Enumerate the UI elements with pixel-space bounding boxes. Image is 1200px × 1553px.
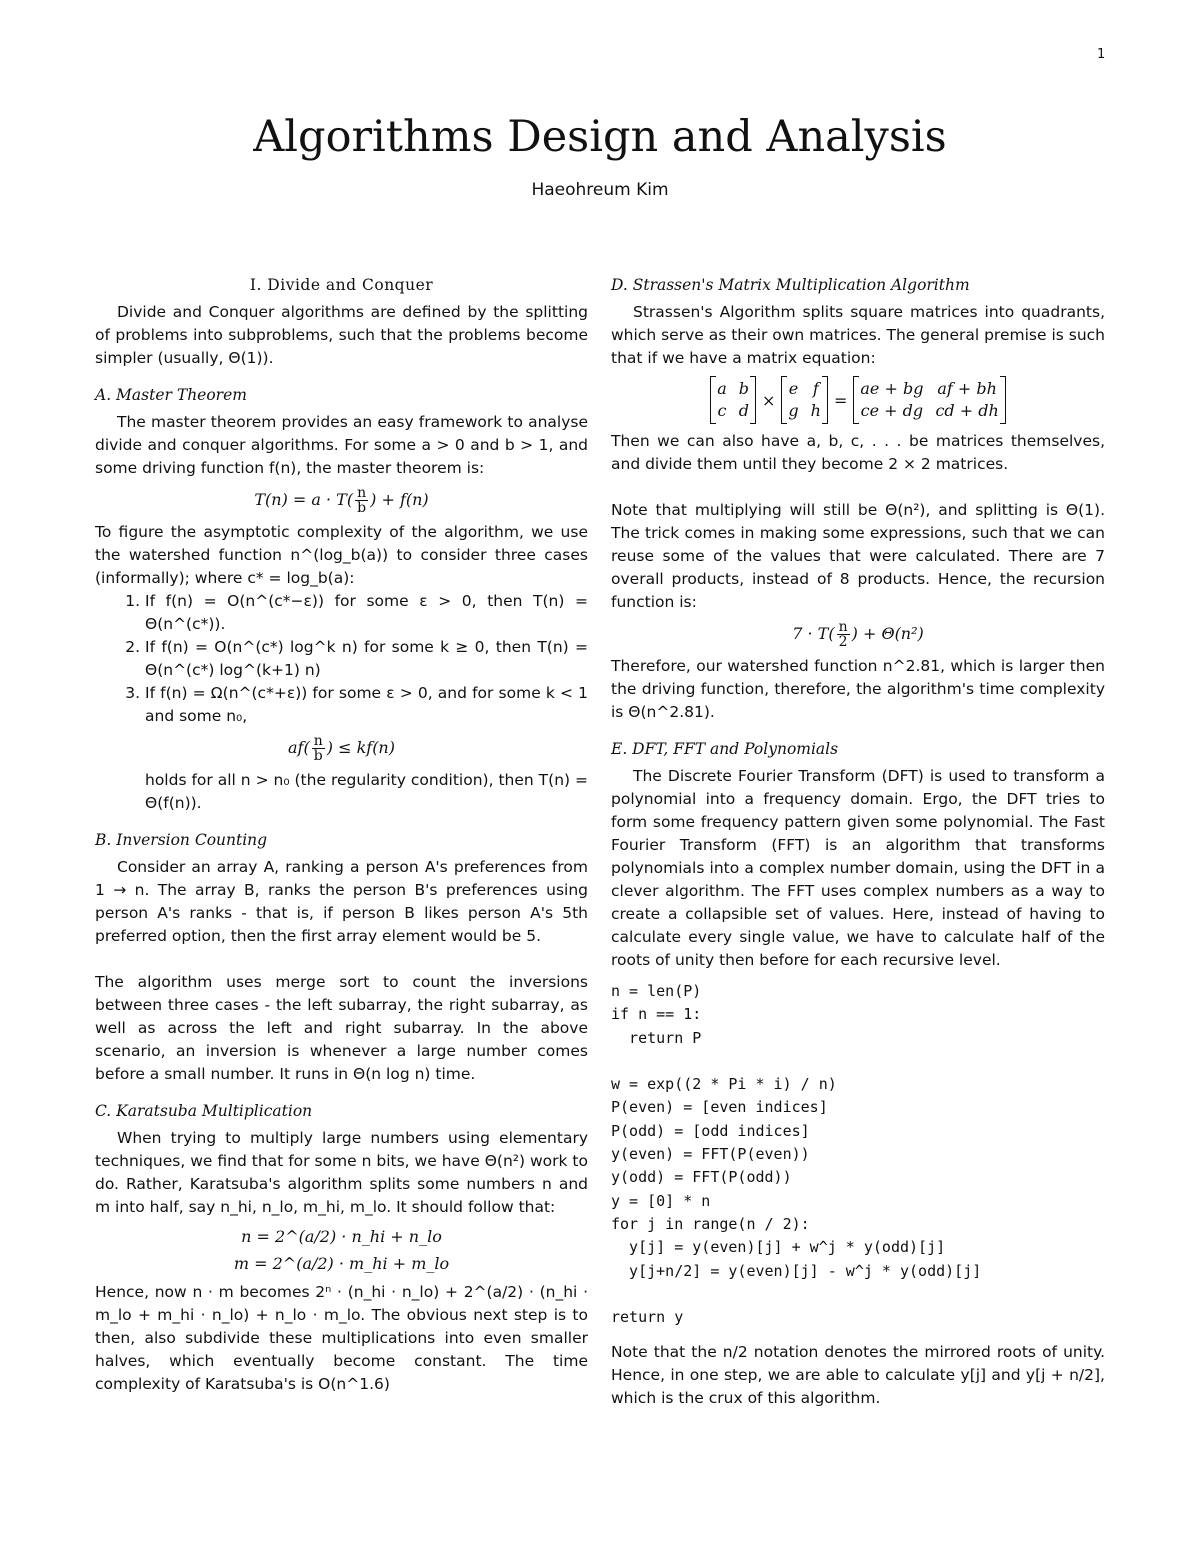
case-2: 2. If f(n) = O(n^(c*) log^k n) for some k ≥ 0, then T(n) = Θ(n^(c*) log^(k+1) n) — [145, 636, 588, 682]
karatsuba-paragraph-2: Hence, now n · m becomes 2ⁿ · (n_hi · n_lo) + 2^(a/2) · (n_hi · m_lo + m_hi · n_lo) + n_lo · m_lo. The obvious next step is to then, also subdivide these multiplications into even smaller halves, which eventually become constant. The time complexity of Karatsuba's is O(n^1.6) — [95, 1283, 588, 1393]
matrix-equation: a b c d × e f g h = ae + bg af + bh ce + dg cd + dh — [611, 376, 1105, 424]
master-theorem-paragraph: The master theorem provides an easy framework to analyse divide and conquer algorithms. For some a > 0 and b > 1, and some driving function f(n), the master theorem is: — [95, 413, 588, 477]
subsection-heading-master-theorem: A. Master Theorem — [95, 386, 247, 404]
matrix-efgh: e f g h — [781, 376, 828, 424]
karatsuba-paragraph-1: When trying to multiply large numbers using elementary techniques, we find that for some n bits, we have Θ(n²) work to do. Rather, Karatsuba's algorithm splits some numbers n and m into half, say n_hi, n_lo, m_hi, m_lo. It should follow that: — [95, 1129, 588, 1216]
strassen-paragraph-1: Strassen's Algorithm splits square matrices into quadrants, which serve as their own matrices. The general premise is such that if we have a matrix equation: — [611, 303, 1105, 367]
subsection-heading-karatsuba: C. Karatsuba Multiplication — [95, 1102, 313, 1120]
inversion-paragraph-2: The algorithm uses merge sort to count the inversions between three cases - the left subarray, the right subarray, as well as across the left and right subarray. In the above scenario, an inversion is whenever a large number comes before a small number. It runs in Θ(n log n) time. — [95, 973, 588, 1083]
watershed-paragraph: To figure the asymptotic complexity of the algorithm, we use the watershed function n^(log_b(a)) to consider three cases (informally); where c* = log_b(a): — [95, 523, 588, 587]
paper-title: Algorithms Design and Analysis — [253, 112, 947, 162]
strassen-recursion-equation: 7 · T( $\frac{n}{2}$ ) + Θ(n²) — [792, 619, 924, 650]
matrix-abcd: a b c d — [710, 376, 756, 424]
fft-closing-paragraph: Note that the n/2 notation denotes the mirrored roots of unity. Hence, in one step, we are able to calculate y[j] and y[j + n/2], which is the crux of this algorithm. — [611, 1343, 1105, 1408]
intro-paragraph: Divide and Conquer algorithms are defined by the splitting of problems into subproblems, such that the problems become simpler (usually, Θ(1)). — [95, 303, 588, 367]
subsection-heading-dft-fft: E. DFT, FFT and Polynomials — [611, 740, 839, 758]
page-number: 1 — [1097, 47, 1106, 62]
karatsuba-equation-n: n = 2^(a/2) · n_hi + n_lo — [241, 1227, 442, 1246]
karatsuba-equation-m: m = 2^(a/2) · m_hi + m_lo — [233, 1254, 450, 1273]
fft-pseudocode: n = len(P) if n == 1: return P w = exp((2 * Pi * i) / n) P(even) = [even indices] P(odd) = [odd indices] y(even) = FFT(P(even)) y(odd) = FFT(P(odd)) y = [0] * n for j in range(n / 2): y[j] = y(even)[j] + w^j * y(odd)[j] y[j+n/2] = y(even)[j] - w^j * y(odd)[j] return y — [611, 982, 982, 1327]
subsection-heading-strassen: D. Strassen's Matrix Multiplication Algorithm — [611, 276, 970, 294]
inversion-paragraph-1: Consider an array A, ranking a person A's preferences from 1 → n. The array B, ranks the person B's preferences using person A's ranks - that is, if person B likes person A's 5th preferred option, then the first array element would be 5. — [95, 858, 588, 945]
regularity-condition: holds for all n > n₀ (the regularity condition), then T(n) = Θ(f(n)). — [145, 771, 588, 812]
left-column — [95, 270, 588, 1396]
strassen-paragraph-3: Note that multiplying will still be Θ(n²), and splitting is Θ(1). The trick comes in making some expressions, such that we can reuse some of the values that were calculated. There are 7 overall products, instead of 8 products. Hence, the recursion function is: — [611, 501, 1105, 611]
subsection-heading-inversion-counting: B. Inversion Counting — [95, 831, 268, 849]
case-1: 1. If f(n) = O(n^(c*−ε)) for some ε > 0, then T(n) = Θ(n^(c*)). — [145, 590, 588, 636]
author-name: Haeohreum Kim — [531, 180, 669, 200]
section-heading-divide-conquer: I. Divide and Conquer — [249, 276, 434, 294]
dft-paragraph: The Discrete Fourier Transform (DFT) is used to transform a polynomial into a frequency domain. Ergo, the DFT tries to form some frequency pattern given some polynomial. The Fast Fourier Transform (FFT) is an algorithm that transforms polynomials into a complex number domain, using the DFT in a clever algorithm. The FFT uses complex numbers as a way to create a collapsible set of values. Here, instead of having to calculate every single value, we have to calculate half of the roots of unity then before for each recursive level. — [611, 767, 1105, 969]
case-3: 3. If f(n) = Ω(n^(c*+ε)) for some ε > 0, and for some k < 1 and some n₀, — [145, 682, 588, 728]
strassen-paragraph-2: Then we can also have a, b, c, . . . be matrices themselves, and divide them until they become 2 × 2 matrices. — [611, 432, 1105, 473]
regularity-equation: af( $\frac{n}{b}$ ) ≤ kf(n) — [288, 733, 395, 764]
right-column — [611, 270, 1105, 1410]
matrix-product: ae + bg af + bh ce + dg cd + dh — [853, 376, 1005, 424]
master-theorem-equation: T(n) = a · T( $\frac{n}{b}$ ) + f(n) — [254, 485, 429, 516]
strassen-paragraph-4: Therefore, our watershed function n^2.81, which is larger then the driving function, therefore, the algorithm's time complexity is Θ(n^2.81). — [611, 657, 1105, 721]
